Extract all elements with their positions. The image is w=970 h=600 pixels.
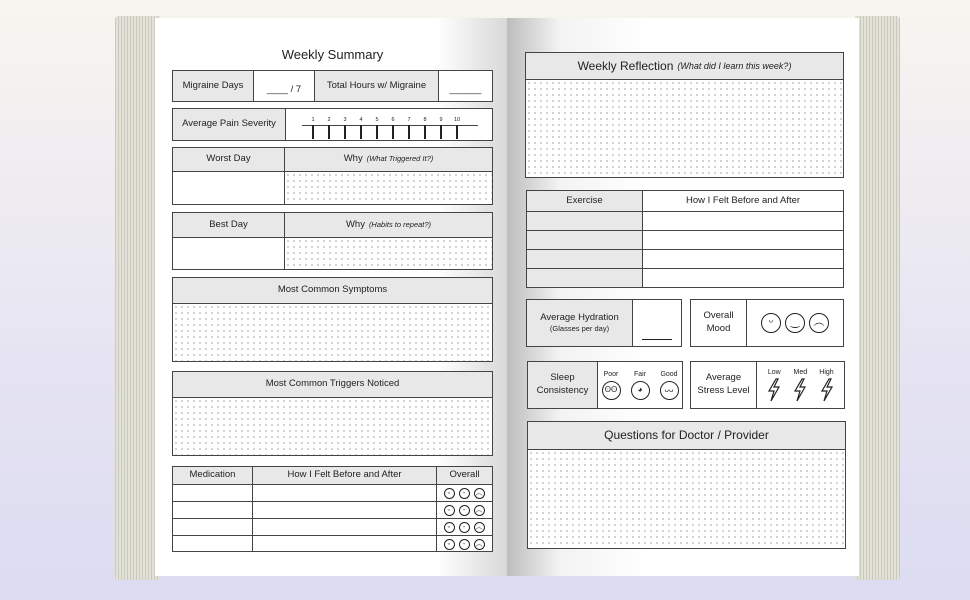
tick-label: 6	[391, 117, 395, 123]
tick-mark	[328, 125, 329, 139]
reflection-section	[525, 52, 844, 178]
tick-label: 5	[375, 117, 379, 123]
page-title: Weekly Summary	[281, 47, 384, 62]
table-row[interactable]	[173, 535, 492, 552]
sad-face-icon[interactable]: ︵	[475, 506, 483, 514]
sleep-option-fair[interactable]	[629, 370, 652, 400]
tick-label: 2	[327, 117, 331, 123]
hydration-field[interactable]	[632, 300, 681, 346]
total-hours-label: Total Hours w/ Migraine	[314, 71, 438, 101]
tick-label: 9	[439, 117, 443, 123]
sleep-option-poor[interactable]	[600, 370, 623, 400]
col-exercise: Exercise	[527, 191, 642, 211]
tick-mark	[440, 125, 441, 139]
pain-scale[interactable]	[285, 109, 492, 140]
lightning-icon	[820, 378, 834, 402]
happy-face-icon[interactable]: ᵕ	[444, 522, 455, 533]
migraine-days-row	[172, 70, 493, 102]
neutral-face-icon[interactable]: -	[459, 539, 470, 550]
neutral-face-icon[interactable]: -	[459, 505, 470, 516]
reflection-field[interactable]	[526, 79, 843, 177]
sad-face-icon[interactable]: ︵	[475, 540, 483, 548]
col-medication: Medication	[173, 467, 252, 484]
stress-label: Average Stress Level	[697, 372, 750, 396]
page-edges-left	[115, 16, 160, 580]
symptoms-section	[172, 277, 493, 362]
mood-options[interactable]	[746, 300, 843, 346]
happy-face-icon[interactable]: ᵕ	[444, 539, 455, 550]
option-label: Low	[767, 369, 781, 377]
tick-mark	[424, 125, 425, 139]
mood-faces[interactable]	[436, 519, 492, 535]
hydration-box	[526, 299, 682, 347]
mood-faces[interactable]	[436, 485, 492, 501]
worst-day-field[interactable]	[173, 171, 284, 204]
tick-label: 4	[359, 117, 363, 123]
pain-tick-1[interactable]	[306, 117, 320, 139]
sleep-options[interactable]	[597, 362, 682, 408]
why-label: Why	[345, 218, 365, 230]
option-label: High	[819, 369, 834, 377]
hydration-label	[527, 300, 632, 346]
symptoms-header: Most Common Symptoms	[173, 278, 492, 303]
why-hint: (What Triggered It?)	[366, 154, 434, 164]
col-felt: How I Felt Before and After	[642, 191, 843, 211]
tick-mark	[392, 125, 393, 139]
tick-mark	[376, 125, 377, 139]
option-label: Good	[660, 370, 678, 378]
tick-label: 10	[453, 117, 461, 123]
stress-option-low[interactable]	[767, 368, 781, 401]
tick-mark	[344, 125, 345, 139]
triggers-section	[172, 371, 493, 456]
table-row[interactable]	[173, 484, 492, 501]
col-overall: Overall	[436, 467, 492, 484]
mood-label: Overall Mood	[703, 310, 734, 334]
page-edges-right	[855, 16, 900, 580]
reflection-label: Weekly Reflection	[577, 58, 674, 73]
pain-tick-9[interactable]	[434, 117, 448, 139]
mood-faces[interactable]	[436, 502, 492, 518]
pain-tick-5[interactable]	[370, 117, 384, 139]
why-hint: (Habits to repeat?)	[368, 219, 432, 229]
stress-box	[690, 361, 845, 409]
tick-label: 7	[407, 117, 411, 123]
worst-day-section	[172, 147, 493, 205]
pain-tick-8[interactable]	[418, 117, 432, 139]
symptoms-field[interactable]	[173, 303, 492, 361]
mood-box	[690, 299, 844, 347]
pain-tick-2[interactable]	[322, 117, 336, 139]
table-row[interactable]	[527, 268, 843, 287]
sleep-box	[527, 361, 683, 409]
pain-tick-3[interactable]	[338, 117, 352, 139]
sad-face-icon[interactable]: ︵	[475, 489, 483, 497]
tick-mark	[312, 125, 313, 139]
tick-mark	[456, 125, 457, 139]
stress-option-med[interactable]	[793, 368, 807, 401]
hydration-title: Average Hydration	[540, 311, 619, 323]
sleep-face-icon: ᴗᴗ	[660, 381, 679, 400]
why-label: Why	[343, 153, 363, 165]
happy-face-icon[interactable]: ᵕ	[761, 313, 781, 333]
write-line	[642, 339, 672, 340]
pain-tick-4[interactable]	[354, 117, 368, 139]
questions-header: Questions for Doctor / Provider	[528, 422, 845, 449]
option-label: Poor	[603, 370, 619, 378]
best-why-header	[284, 213, 492, 237]
sleep-face-icon: ◕	[631, 381, 650, 400]
worst-why-header	[284, 148, 492, 171]
migraine-days-field[interactable]: ____ / 7	[253, 71, 314, 101]
medication-table	[172, 466, 493, 552]
best-day-field[interactable]	[173, 237, 284, 269]
sleep-label: Sleep Consistency	[528, 362, 597, 408]
tick-label: 3	[343, 117, 347, 123]
stress-options[interactable]	[756, 362, 844, 408]
tick-mark	[408, 125, 409, 139]
questions-section	[527, 421, 846, 549]
table-row[interactable]	[527, 211, 843, 230]
pain-tick-7[interactable]	[402, 117, 416, 139]
total-hours-field[interactable]: ______	[438, 71, 492, 101]
sleep-option-good[interactable]	[658, 370, 681, 400]
sad-face-icon[interactable]: ︵	[809, 313, 829, 333]
lightning-icon	[793, 378, 807, 402]
option-label: Med	[793, 369, 808, 377]
table-row[interactable]	[173, 501, 492, 518]
mood-faces[interactable]	[436, 536, 492, 552]
best-day-section	[172, 212, 493, 270]
sad-face-icon[interactable]: ︵	[475, 523, 483, 531]
neutral-face-icon[interactable]: -	[459, 488, 470, 499]
triggers-header: Most Common Triggers Noticed	[173, 372, 492, 397]
reflection-hint: (What did I learn this week?)	[677, 60, 792, 71]
reflection-header	[526, 53, 843, 79]
tick-mark	[360, 125, 361, 139]
table-row[interactable]	[173, 518, 492, 535]
worst-day-label: Worst Day	[173, 148, 284, 171]
option-label: Fair	[633, 370, 647, 378]
best-why-field[interactable]	[284, 237, 492, 269]
happy-face-icon[interactable]: ᵕ	[444, 488, 455, 499]
neutral-face-icon[interactable]: -	[459, 522, 470, 533]
happy-face-icon[interactable]: ᵕ	[444, 505, 455, 516]
sleep-face-icon: ʘʘ	[602, 381, 621, 400]
neutral-face-icon[interactable]: ‿	[785, 313, 805, 333]
lightning-icon	[767, 378, 781, 402]
questions-field[interactable]	[528, 449, 845, 548]
exercise-table	[526, 190, 844, 288]
best-day-label: Best Day	[173, 213, 284, 237]
triggers-field[interactable]	[173, 397, 492, 455]
stress-option-high[interactable]	[819, 368, 833, 401]
pain-severity-row	[172, 108, 493, 141]
table-row[interactable]	[527, 230, 843, 249]
tick-label: 1	[311, 117, 315, 123]
tick-label: 8	[423, 117, 427, 123]
col-felt: How I Felt Before and After	[252, 467, 436, 484]
migraine-days-label: Migraine Days	[173, 71, 253, 101]
worst-why-field[interactable]	[284, 171, 492, 204]
hydration-sub: (Glasses per day)	[549, 324, 610, 334]
pain-severity-label: Average Pain Severity	[173, 109, 285, 140]
table-row[interactable]	[527, 249, 843, 268]
pain-tick-6[interactable]	[386, 117, 400, 139]
pain-tick-10[interactable]	[450, 117, 464, 139]
